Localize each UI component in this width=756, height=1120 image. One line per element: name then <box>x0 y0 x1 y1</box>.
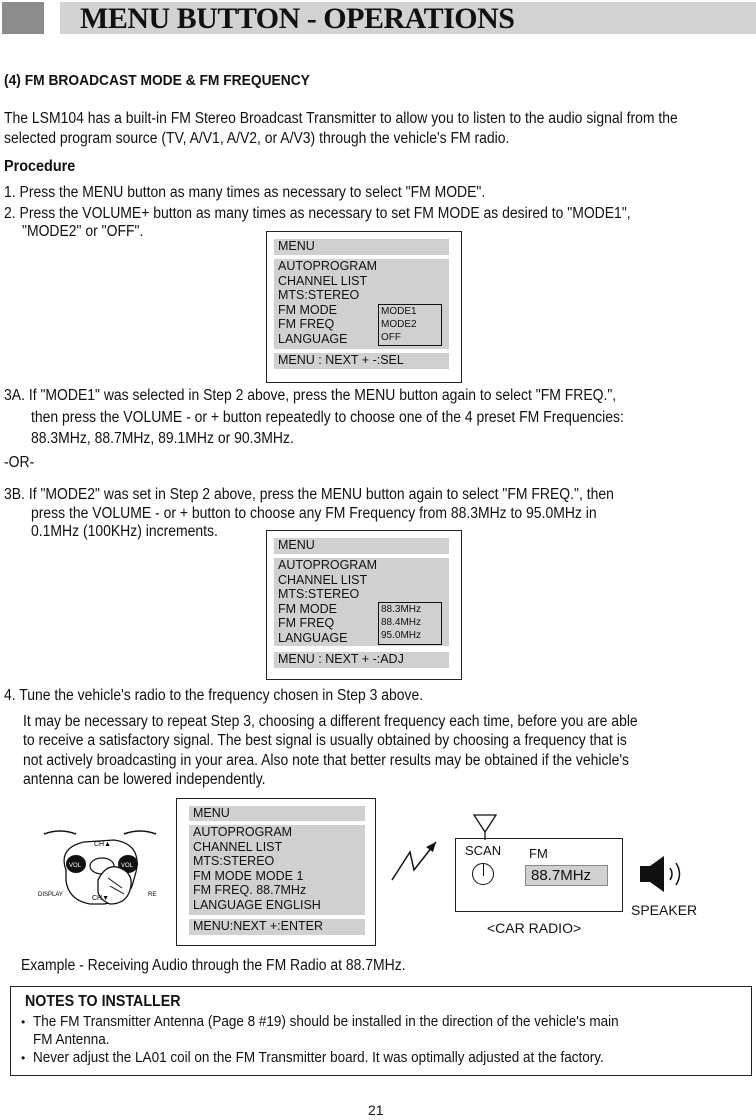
step-4: 4. Tune the vehicle's radio to the frequency chosen in Step 3 above. <box>4 687 424 704</box>
menu-item: FM FREQ <box>278 317 335 331</box>
menu-header: MENU <box>274 239 449 255</box>
or-label: -OR- <box>4 454 35 471</box>
bullet-icon: • <box>21 1015 26 1029</box>
step-3a-line-1: 3A. If "MODE1" was selected in Step 2 above, press the MENU button again to select "FM FREQ.", <box>4 387 617 404</box>
menu-item: AUTOPROGRAM <box>278 558 378 572</box>
menu-body <box>189 825 365 915</box>
page-title: MENU BUTTON - OPERATIONS <box>80 2 515 35</box>
car-radio <box>455 838 623 912</box>
menu-item: FM MODE MODE 1 <box>193 868 304 883</box>
radio-band-label: FM <box>529 846 548 861</box>
menu-item: CHANNEL LIST <box>278 273 368 288</box>
installer-notes-box <box>10 986 752 1076</box>
option-list <box>378 602 442 645</box>
menu-item: AUTOPROGRAM <box>193 825 293 839</box>
menu-item: FM FREQ <box>278 616 335 630</box>
remote-label-re: RE <box>148 892 157 898</box>
note-bullet-1-line-2: FM Antenna. <box>33 1031 110 1048</box>
step-3b-line-3: 0.1MHz (100KHz) increments. <box>31 523 218 540</box>
option-list <box>378 304 442 346</box>
menu-footer: MENU : NEXT + -:ADJ <box>274 652 449 668</box>
procedure-label: Procedure <box>4 158 76 175</box>
step-3b-line-2: press the VOLUME - or + button to choose any FM Frequency from 88.3MHz to 95.0MHz in <box>31 505 597 522</box>
menu-item: FM MODE <box>278 302 338 317</box>
speaker-label: SPEAKER <box>631 902 698 918</box>
remote-label-ch-down: CH▼ <box>92 895 110 902</box>
header-block <box>2 2 44 34</box>
menu-body <box>274 558 449 646</box>
remote-label-vol-right: VOL <box>121 863 134 869</box>
menu-item: LANGUAGE ENGLISH <box>193 897 321 912</box>
option-item: 88.3MHz <box>381 604 422 615</box>
step-3b-line-1: 3B. If "MODE2" was set in Step 2 above, press the MENU button again to select "FM FREQ.", then <box>4 486 614 503</box>
menu-screen-example <box>176 798 376 946</box>
step-4-note-line-4: antenna can be lowered independently. <box>23 771 266 788</box>
menu-body <box>274 259 449 349</box>
menu-item: LANGUAGE <box>278 331 348 346</box>
step-2-line-2: "MODE2" or "OFF". <box>22 223 144 240</box>
remote-label-vol-left: VOL <box>69 863 82 869</box>
option-item: 88.4MHz <box>381 617 422 628</box>
step-2-line-1: 2. Press the VOLUME+ button as many times as necessary to set FM MODE as desired to "MODE1", <box>4 205 631 222</box>
intro-line-1: The LSM104 has a built-in FM Stereo Broadcast Transmitter to allow you to listen to the audio signal from the <box>4 110 678 127</box>
radio-antenna-icon <box>470 812 500 840</box>
option-item: MODE2 <box>381 319 417 330</box>
menu-item: MTS:STEREO <box>193 854 275 868</box>
remote-control-illustration <box>38 820 168 910</box>
menu-footer: MENU:NEXT +:ENTER <box>189 919 365 935</box>
knob-indicator <box>483 864 484 876</box>
menu-item: MTS:STEREO <box>278 288 360 302</box>
step-4-note-line-1: It may be necessary to repeat Step 3, choosing a different frequency each time, before you are able <box>23 713 638 730</box>
option-item: MODE1 <box>381 306 417 317</box>
bullet-icon: • <box>21 1051 26 1065</box>
radio-scan-label: SCAN <box>465 843 502 858</box>
menu-item: AUTOPROGRAM <box>278 259 378 273</box>
page-number: 21 <box>368 1102 384 1118</box>
menu-item: FM FREQ. 88.7MHz <box>193 883 307 897</box>
menu-header: MENU <box>274 538 449 554</box>
menu-item: MTS:STEREO <box>278 587 360 601</box>
example-caption: Example - Receiving Audio through the FM Radio at 88.7MHz. <box>21 957 406 974</box>
section-title: (4) FM BROADCAST MODE & FM FREQUENCY <box>4 72 310 89</box>
note-bullet-2: Never adjust the LA01 coil on the FM Transmitter board. It was optimally adjusted at the factory. <box>33 1049 604 1066</box>
step-1: 1. Press the MENU button as many times as necessary to select "FM MODE". <box>4 184 486 201</box>
menu-item: CHANNEL LIST <box>193 839 283 854</box>
menu-screen-fm-freq <box>266 530 462 680</box>
car-radio-caption: <CAR RADIO> <box>487 920 582 936</box>
transmission-arrow-icon <box>390 838 442 884</box>
step-4-note-line-2: to receive a satisfactory signal. The best signal is usually obtained by choosing a frequency that is <box>23 732 627 749</box>
remote-key-outline <box>124 831 156 834</box>
notes-title: NOTES TO INSTALLER <box>25 993 181 1010</box>
menu-item: CHANNEL LIST <box>278 572 368 587</box>
remote-key-outline <box>44 831 76 834</box>
radio-tuning-knob <box>472 863 494 885</box>
option-item: 95.0MHz <box>381 630 422 641</box>
remote-label-ch-up: CH▲ <box>94 841 112 848</box>
step-3a-line-3: 88.3MHz, 88.7MHz, 89.1MHz or 90.3MHz. <box>31 430 294 447</box>
menu-item: LANGUAGE <box>278 630 348 645</box>
remote-label-display: DISPLAY <box>38 892 63 898</box>
option-item: OFF <box>381 332 401 343</box>
radio-frequency-display: 88.7MHz <box>525 865 608 886</box>
menu-footer: MENU : NEXT + -:SEL <box>274 353 449 369</box>
step-3a-line-2: then press the VOLUME - or + button repeatedly to choose one of the 4 preset FM Frequencies: <box>31 409 624 426</box>
step-4-note-line-3: not actively broadcasting in your area. Also note that better results may be obtained if the vehicle's <box>23 752 629 769</box>
menu-screen-fm-mode <box>266 231 462 383</box>
intro-line-2: selected program source (TV, A/V1, A/V2, or A/V3) through the vehicle's FM radio. <box>4 130 510 147</box>
note-bullet-1-line-1: The FM Transmitter Antenna (Page 8 #19) should be installed in the direction of the vehicle's main <box>33 1013 619 1030</box>
speaker-icon <box>636 854 694 894</box>
menu-item: FM MODE <box>278 601 338 616</box>
menu-header: MENU <box>189 806 365 821</box>
